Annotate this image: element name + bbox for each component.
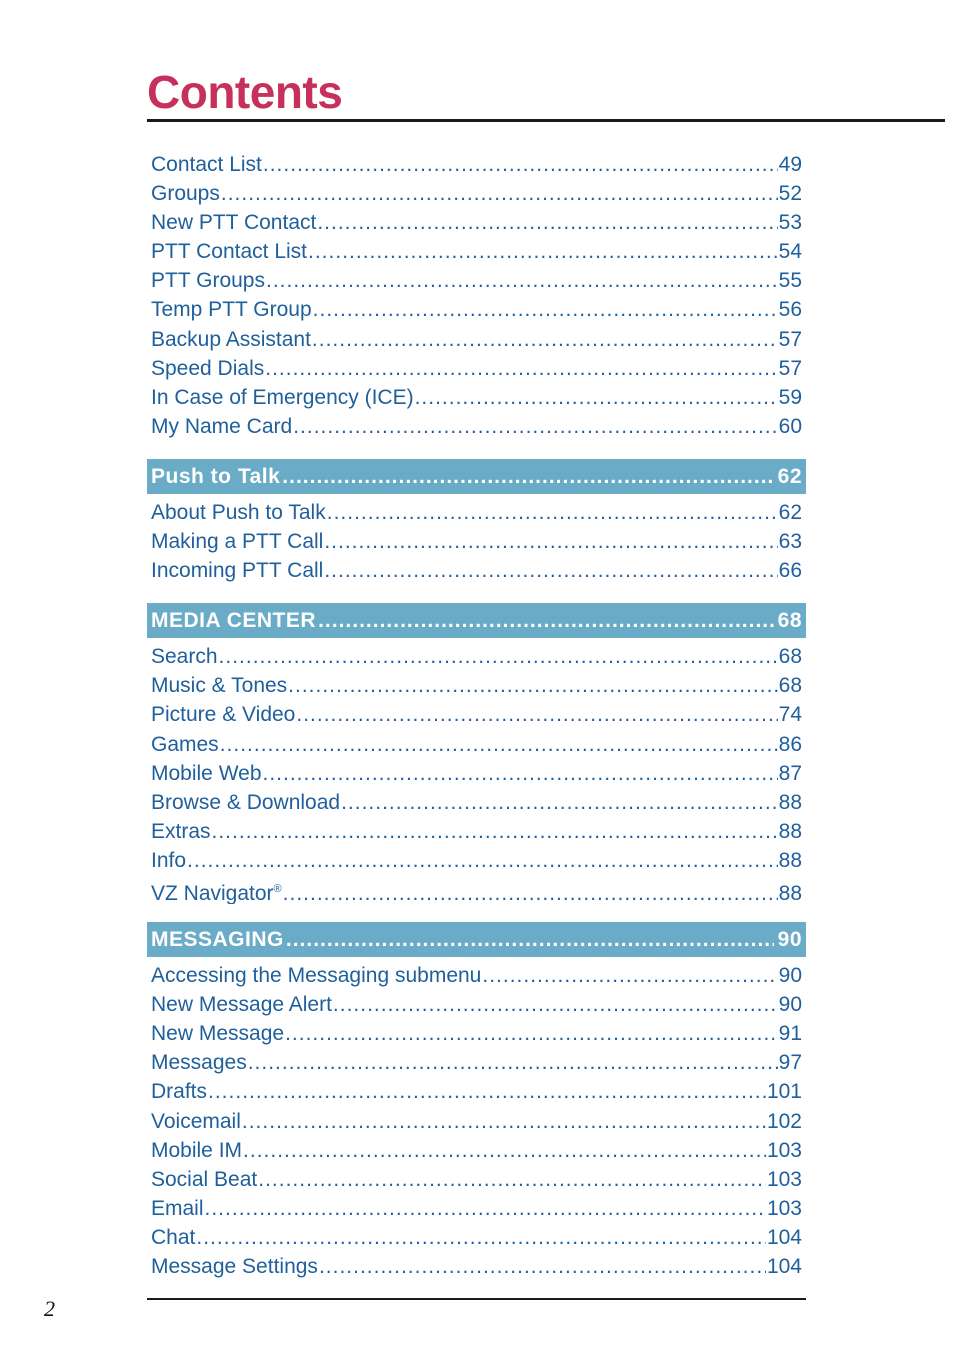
dot-leader [220, 730, 778, 759]
toc-entry-page: 88 [778, 819, 802, 843]
dot-leader [288, 671, 777, 700]
toc-entry-label: Drafts [151, 1080, 208, 1104]
section-header-push-to-talk[interactable] [147, 459, 806, 494]
page-title: Contents [147, 66, 343, 118]
footer-divider [147, 1298, 806, 1300]
toc-entry[interactable] [147, 1165, 806, 1194]
toc-entry-label: Mobile Web [151, 761, 262, 785]
toc-entry[interactable] [147, 354, 806, 383]
dot-leader [313, 295, 778, 324]
toc-entry-page: 86 [778, 732, 802, 756]
toc-entry[interactable] [147, 817, 806, 846]
table-of-contents [147, 150, 806, 1281]
section-title: Push to Talk [151, 464, 281, 488]
dot-leader [266, 266, 778, 295]
section-entry-list [147, 642, 806, 904]
toc-entry[interactable] [147, 266, 806, 295]
toc-entry-label: Chat [151, 1225, 196, 1249]
toc-entry-label: Picture & Video [151, 703, 296, 727]
dot-leader [265, 354, 777, 383]
toc-entry-label: Messages [151, 1051, 247, 1075]
toc-entry-page: 88 [778, 881, 802, 905]
toc-entry-page: 60 [778, 414, 802, 438]
toc-entry-page: 54 [778, 240, 802, 264]
toc-entry-page: 103 [766, 1138, 802, 1162]
toc-entry[interactable] [147, 179, 806, 208]
section-page: 90 [777, 928, 802, 952]
toc-entry-page: 52 [778, 182, 802, 206]
dot-leader [318, 603, 774, 638]
dot-leader [312, 325, 778, 354]
toc-entry-label: Extras [151, 819, 211, 843]
toc-entry-page: 104 [766, 1225, 802, 1249]
dot-leader [263, 150, 778, 179]
toc-entry[interactable] [147, 642, 806, 671]
toc-entry[interactable] [147, 700, 806, 729]
toc-entry-label: My Name Card [151, 414, 293, 438]
toc-entry-label: PTT Groups [151, 269, 265, 293]
toc-entry-label: Speed Dials [151, 356, 265, 380]
toc-entry-label: Incoming PTT Call [151, 559, 324, 583]
toc-entry-page: 49 [778, 153, 802, 176]
toc-entry[interactable] [147, 498, 806, 527]
toc-entry-label: Message Settings [151, 1255, 318, 1278]
toc-entry-page: 57 [778, 356, 802, 380]
toc-entry[interactable] [147, 208, 806, 237]
dot-leader [248, 1048, 778, 1077]
dot-leader [319, 1252, 766, 1281]
toc-entry-label [151, 875, 282, 904]
dot-leader [219, 642, 778, 671]
toc-entry-label: Music & Tones [151, 674, 288, 698]
toc-entry[interactable] [147, 1194, 806, 1223]
toc-entry-page: 103 [766, 1167, 802, 1191]
toc-entry-page: 57 [778, 327, 802, 351]
dot-leader [293, 412, 777, 441]
registered-mark: ® [273, 882, 282, 895]
toc-entry-label: Mobile IM [151, 1138, 243, 1162]
toc-entry[interactable] [147, 325, 806, 354]
toc-entry-page: 101 [766, 1080, 802, 1104]
toc-entry-page: 74 [778, 703, 802, 727]
toc-entry[interactable] [147, 150, 806, 179]
toc-entry-label: Browse & Download [151, 790, 341, 814]
title-divider [147, 119, 945, 122]
toc-entry-page: 68 [778, 674, 802, 698]
dot-leader [196, 1223, 766, 1252]
section-entry-list [147, 961, 806, 1281]
toc-entry[interactable] [147, 1019, 806, 1048]
toc-entry-page: 55 [778, 269, 802, 293]
toc-entry-label: New PTT Contact [151, 211, 317, 235]
dot-leader [221, 179, 778, 208]
dot-leader [187, 846, 778, 875]
intro-entry-list [147, 150, 806, 441]
toc-entry[interactable] [147, 961, 806, 990]
dot-leader [243, 1136, 766, 1165]
toc-entry-label: Accessing the Messaging submenu [151, 964, 482, 988]
toc-entry[interactable] [147, 788, 806, 817]
dot-leader [283, 879, 778, 904]
dot-leader [296, 700, 777, 729]
toc-entry[interactable] [147, 1048, 806, 1077]
section-page: 62 [777, 464, 802, 488]
dot-leader [415, 383, 778, 412]
dot-leader [242, 1107, 766, 1136]
toc-entry[interactable] [147, 1223, 806, 1252]
toc-entry[interactable] [147, 875, 806, 904]
section-page: 68 [777, 609, 802, 633]
toc-entry-page: 66 [778, 559, 802, 583]
toc-entry-page: 56 [778, 298, 802, 322]
toc-entry[interactable] [147, 1077, 806, 1106]
toc-entry[interactable] [147, 671, 806, 700]
section-title: MEDIA CENTER [151, 609, 317, 633]
section-title: MESSAGING [151, 928, 284, 952]
dot-leader [317, 208, 777, 237]
toc-entry[interactable] [147, 1136, 806, 1165]
toc-entry-page: 103 [766, 1196, 802, 1220]
toc-entry-label: Making a PTT Call [151, 530, 324, 554]
dot-leader [286, 922, 774, 957]
toc-entry-page: 87 [778, 761, 802, 785]
toc-entry-label: Voicemail [151, 1109, 241, 1133]
toc-entry-page: 59 [778, 385, 802, 409]
toc-entry[interactable] [147, 527, 806, 556]
dot-leader [324, 527, 777, 556]
toc-entry[interactable] [147, 1252, 806, 1281]
toc-entry[interactable] [147, 556, 806, 585]
toc-entry-page: 97 [778, 1051, 802, 1075]
dot-leader [205, 1194, 766, 1223]
dot-leader [282, 459, 773, 494]
toc-entry[interactable] [147, 1107, 806, 1136]
dot-leader [324, 556, 777, 585]
toc-entry-label: Contact List [151, 153, 262, 176]
toc-entry[interactable] [147, 295, 806, 324]
toc-entry[interactable] [147, 990, 806, 1019]
toc-entry[interactable] [147, 846, 806, 875]
toc-entry-page: 53 [778, 211, 802, 235]
dot-leader [341, 788, 778, 817]
page-number: 2 [44, 1296, 55, 1321]
toc-entry-label: In Case of Emergency (ICE) [151, 385, 414, 409]
toc-entry-label: PTT Contact List [151, 240, 308, 264]
toc-entry-label: New Message Alert [151, 993, 332, 1017]
toc-entry-label: Backup Assistant [151, 327, 311, 351]
toc-entry-page: 102 [766, 1109, 802, 1133]
toc-entry-page: 90 [778, 964, 802, 988]
toc-entry[interactable] [147, 383, 806, 412]
dot-leader [327, 498, 778, 527]
dot-leader [258, 1165, 766, 1194]
dot-leader [482, 961, 777, 990]
toc-entry[interactable] [147, 759, 806, 788]
toc-entry-label: Info [151, 848, 187, 872]
toc-entry-label: Games [151, 732, 219, 756]
dot-leader [333, 990, 778, 1019]
toc-entry[interactable] [147, 237, 806, 266]
dot-leader [212, 817, 778, 846]
section-entry-list [147, 498, 806, 585]
toc-entry-page: 88 [778, 790, 802, 814]
toc-entry-label-text: VZ Navigator [151, 881, 274, 905]
toc-entry-page: 68 [778, 645, 802, 669]
toc-entry-label: Email [151, 1196, 204, 1220]
toc-entry[interactable] [147, 730, 806, 759]
dot-leader [208, 1077, 766, 1106]
toc-entry[interactable] [147, 412, 806, 441]
toc-entry-label: New Message [151, 1022, 285, 1046]
toc-entry-page: 88 [778, 848, 802, 872]
toc-entry-page: 104 [766, 1255, 802, 1278]
section-header-messaging[interactable] [147, 922, 806, 957]
dot-leader [263, 759, 778, 788]
toc-entry-page: 91 [778, 1022, 802, 1046]
toc-entry-page: 62 [778, 500, 802, 524]
toc-entry-label: Groups [151, 182, 220, 206]
toc-entry-label: Search [151, 645, 218, 669]
toc-entry-page: 90 [778, 993, 802, 1017]
dot-leader [285, 1019, 778, 1048]
toc-entry-label: Temp PTT Group [151, 298, 312, 322]
toc-entry-label: About Push to Talk [151, 500, 326, 524]
section-header-media-center[interactable] [147, 603, 806, 638]
toc-entry-page: 63 [778, 530, 802, 554]
toc-entry-label: Social Beat [151, 1167, 258, 1191]
dot-leader [308, 237, 778, 266]
